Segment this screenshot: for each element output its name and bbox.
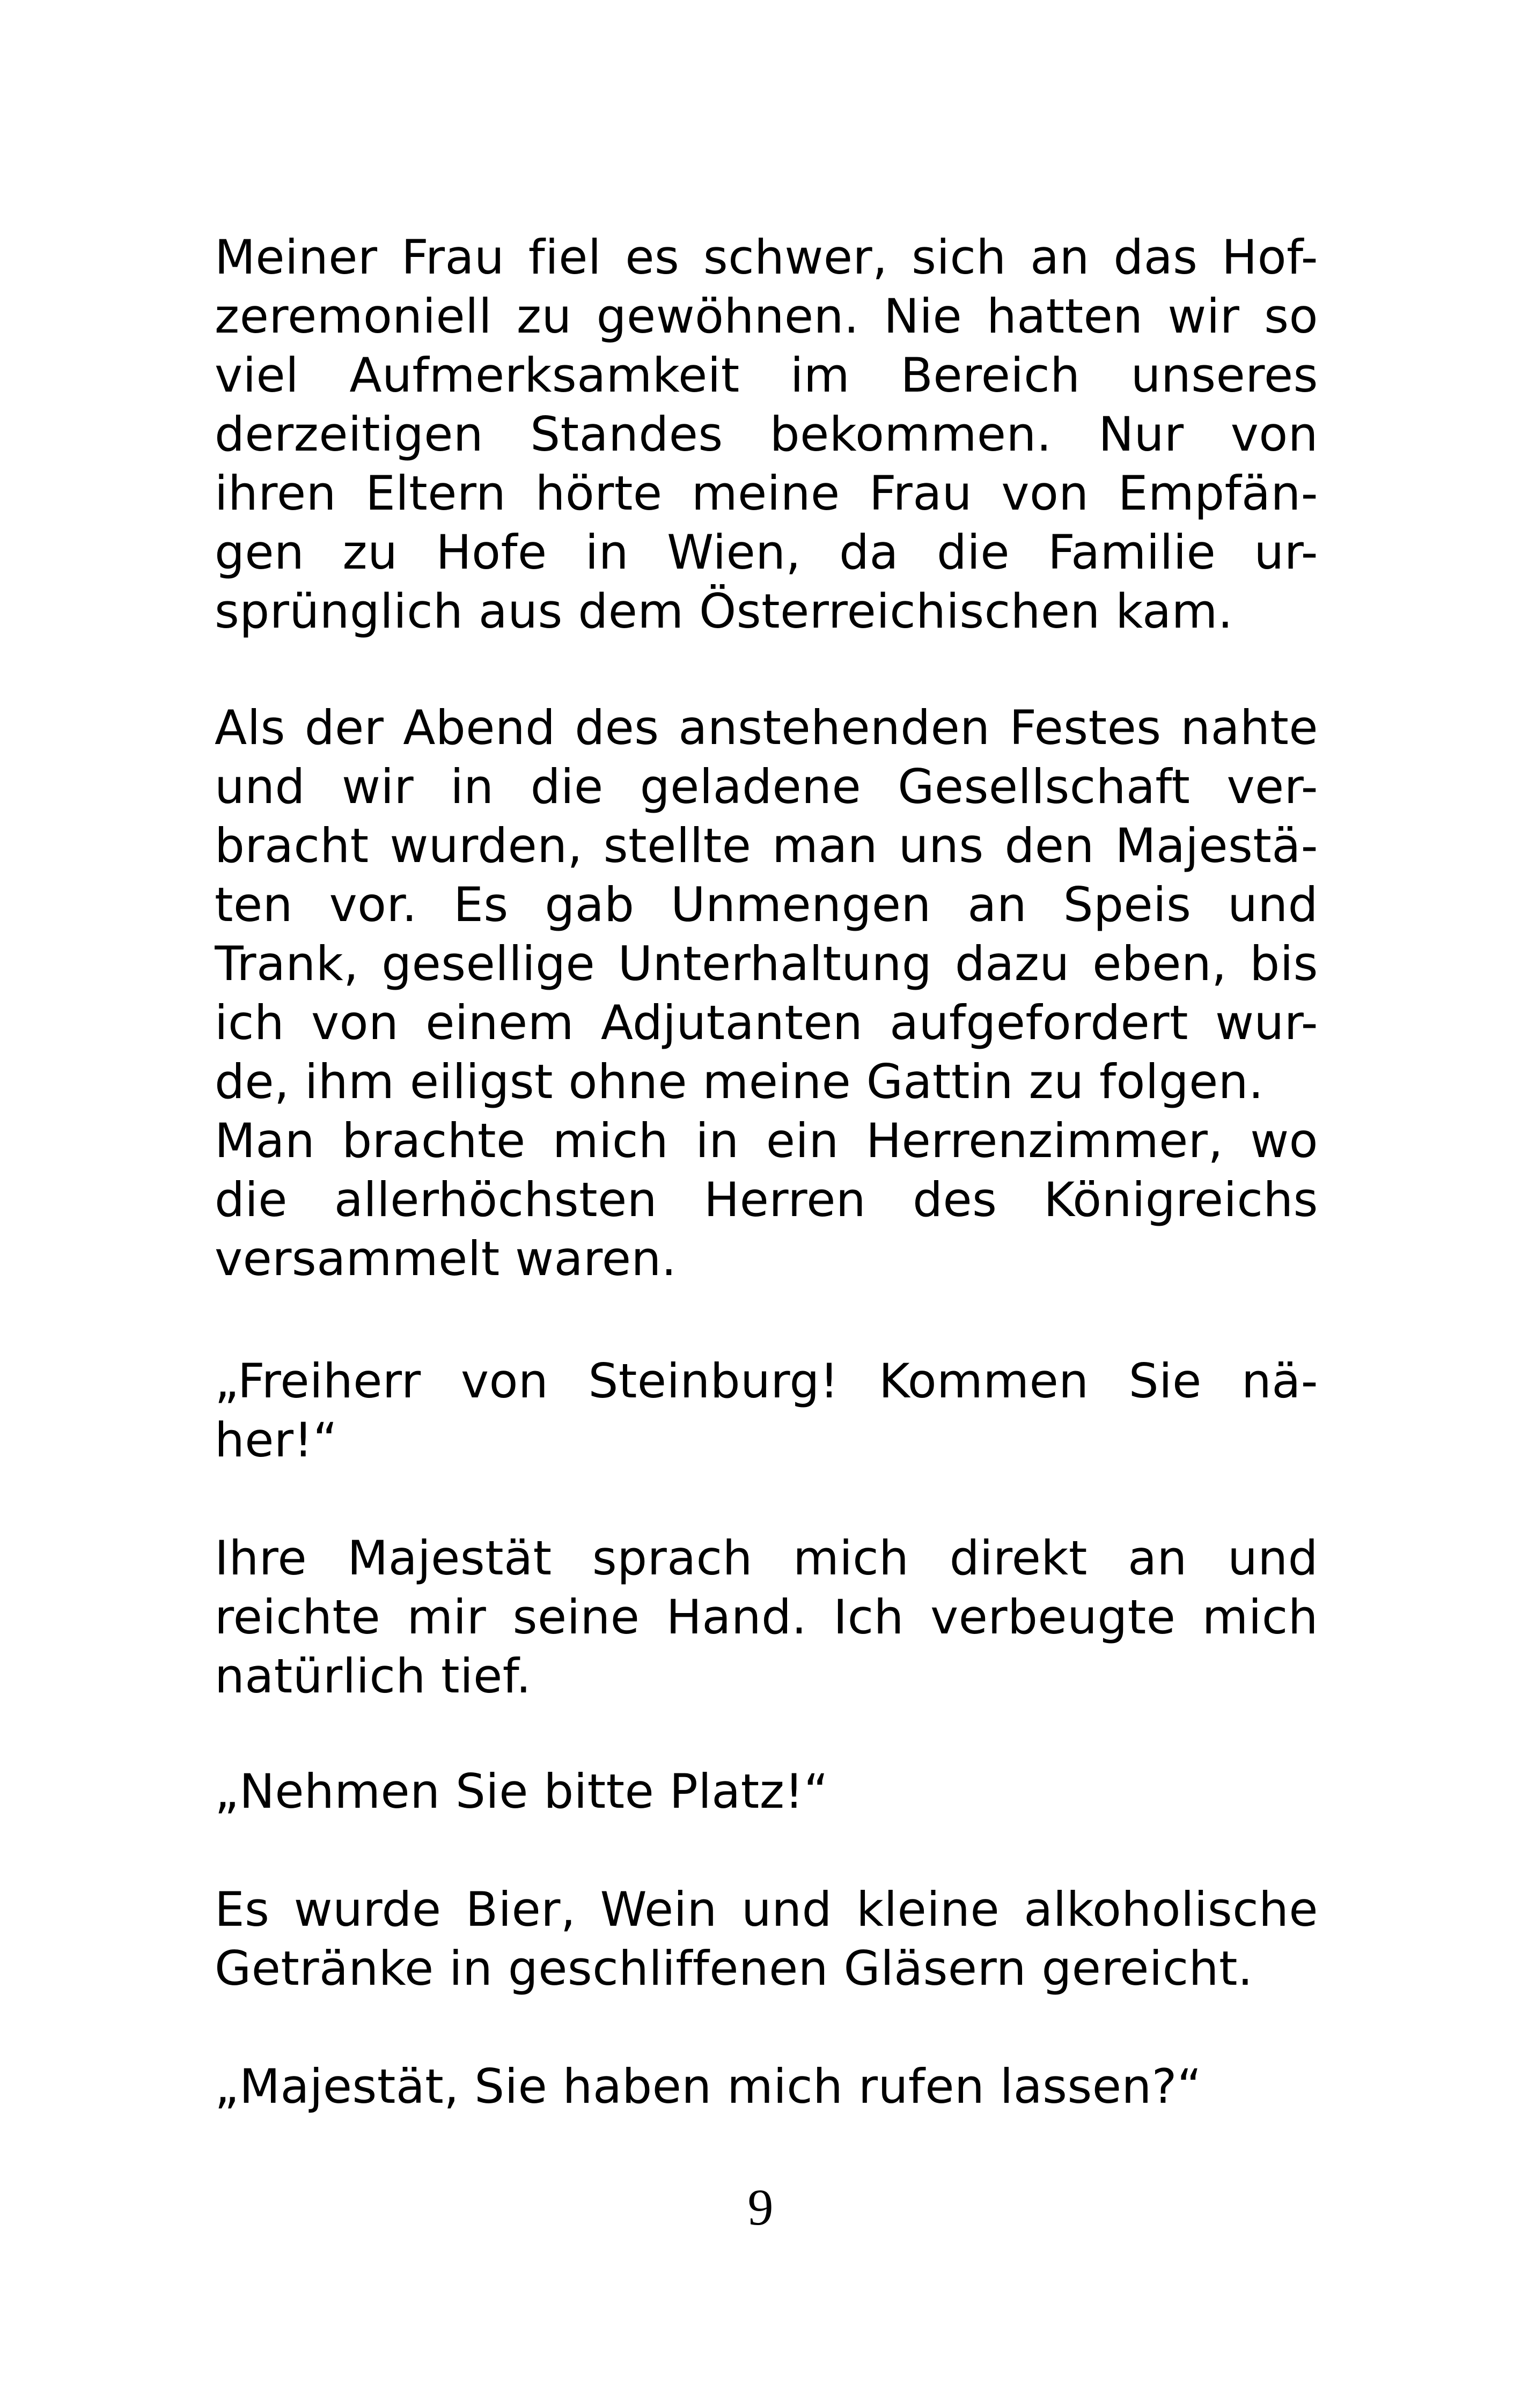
text-line: de, ihm eiligst ohne meine Gattin zu folgen. xyxy=(215,1054,1264,1109)
paragraph-6 xyxy=(215,1880,1318,1998)
text-line: ten vor. Es gab Unmengen an Speis und xyxy=(215,877,1318,932)
text-line: und wir in die geladene Gesellschaft ver- xyxy=(215,759,1318,814)
text-line: Getränke in geschliffenen Gläsern gereicht. xyxy=(215,1941,1253,1996)
text-line: Es wurde Bier, Wein und kleine alkoholische xyxy=(215,1882,1318,1937)
text-line: natürlich tief. xyxy=(215,1648,532,1704)
text-line: versammelt waren. xyxy=(215,1231,677,1286)
paragraph-4 xyxy=(215,1529,1318,1706)
text-line: viel Aufmerksamkeit im Bereich unseres xyxy=(215,348,1318,403)
text-line: gen zu Hofe in Wien, da die Familie ur- xyxy=(215,525,1318,580)
paragraph-7 xyxy=(215,2057,1318,2116)
text-line: her!“ xyxy=(215,1412,338,1468)
text-line: derzeitigen Standes bekommen. Nur von xyxy=(215,407,1318,462)
text-line: Meiner Frau fiel es schwer, sich an das Hof- xyxy=(215,230,1318,285)
text-line: Man brachte mich in ein Herrenzimmer, wo xyxy=(215,1113,1318,1168)
paragraph-2 xyxy=(215,698,1318,1288)
paragraph-5 xyxy=(215,1762,1318,1821)
text-line: zeremoniell zu gewöhnen. Nie hatten wir so xyxy=(215,289,1318,344)
text-line: „Majestät, Sie haben mich rufen lassen?“ xyxy=(215,2059,1202,2114)
text-line: die allerhöchsten Herren des Königreichs xyxy=(215,1172,1318,1227)
text-line: sprünglich aus dem Österreichischen kam. xyxy=(215,584,1233,639)
text-line: bracht wurden, stellte man uns den Majestä- xyxy=(215,818,1318,873)
paragraph-1 xyxy=(215,228,1318,641)
text-line: „Freiherr von Steinburg! Kommen Sie nä- xyxy=(215,1353,1318,1409)
paragraph-3 xyxy=(215,1352,1318,1470)
text-line: Als der Abend des anstehenden Festes nahte xyxy=(215,700,1318,755)
text-line: ihren Eltern hörte meine Frau von Empfän- xyxy=(215,466,1318,521)
text-line: „Nehmen Sie bitte Platz!“ xyxy=(215,1764,829,1819)
text-line: Ihre Majestät sprach mich direkt an und xyxy=(215,1530,1318,1586)
page-number: 9 xyxy=(747,2178,774,2236)
text-line: reichte mir seine Hand. Ich verbeugte mich xyxy=(215,1589,1318,1645)
text-line: Trank, gesellige Unterhaltung dazu eben, bis xyxy=(215,936,1318,991)
text-line: ich von einem Adjutanten aufgefordert wur- xyxy=(215,995,1318,1050)
